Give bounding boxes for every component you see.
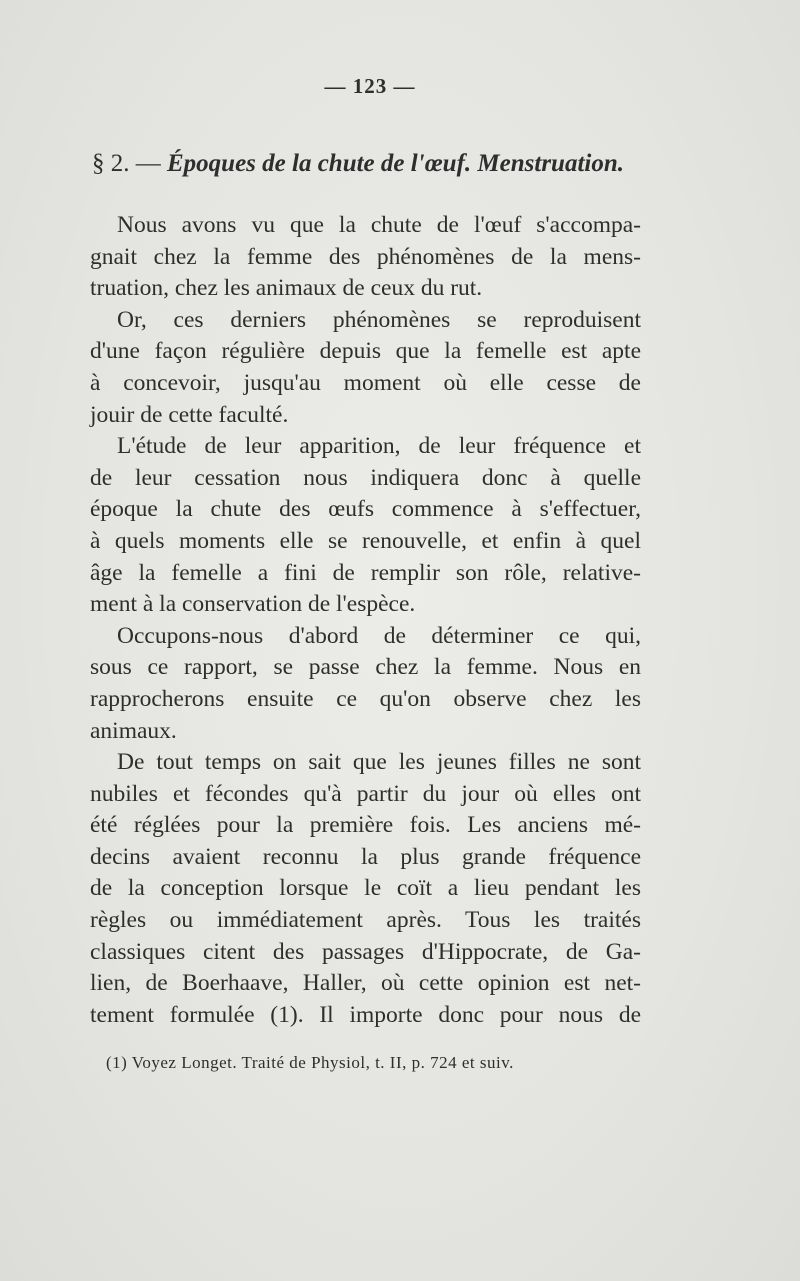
section-heading — [92, 150, 732, 178]
text-line: âge la femelle a fini de remplir son rôle, relative- — [90, 559, 641, 586]
text-line: été réglées pour la première fois. Les anciens mé- — [90, 812, 641, 839]
text-line: ment à la conservation de l'espèce. — [90, 591, 416, 618]
text-line: règles ou immédiatement après. Tous les traités — [90, 907, 641, 934]
text-line: rapprocherons ensuite ce qu'on observe chez les — [90, 685, 641, 712]
text-line: De tout temps on sait que les jeunes filles ne sont — [117, 749, 641, 776]
text-line: tement formulée (1). Il importe donc pour nous de — [90, 1001, 641, 1028]
text-line: truation, chez les animaux de ceux du rut. — [90, 275, 483, 302]
text-line: de la conception lorsque le coït a lieu pendant les — [90, 875, 641, 902]
text-line: nubiles et fécondes qu'à partir du jour où elles ont — [90, 780, 641, 807]
text-line: decins avaient reconnu la plus grande fréquence — [90, 843, 641, 870]
text-line: Nous avons vu que la chute de l'œuf s'accompa- — [117, 212, 641, 238]
text-line: Or, ces derniers phénomènes se reproduisent — [117, 306, 641, 333]
text-line: classiques citent des passages d'Hippocrate, de Ga- — [90, 938, 641, 965]
text-line: animaux. — [90, 717, 177, 744]
text-line: Occupons-nous d'abord de déterminer ce qui, — [117, 622, 641, 649]
text-line: jouir de cette faculté. — [90, 401, 289, 428]
section-number: § 2. — — [92, 150, 161, 177]
text-line: à quels moments elle se renouvelle, et enfin à quel — [90, 527, 641, 554]
text-line: à concevoir, jusqu'au moment où elle cesse de — [90, 369, 641, 396]
text-line: de leur cessation nous indiquera donc à quelle — [90, 464, 641, 491]
text-line: sous ce rapport, se passe chez la femme. Nous en — [90, 654, 641, 681]
page-number: — 123 — — [324, 74, 416, 98]
text-line: gnait chez la femme des phénomènes de la mens- — [90, 243, 641, 270]
text-line: époque la chute des œufs commence à s'effectuer, — [90, 496, 641, 523]
body-text — [90, 210, 641, 1031]
text-line: L'étude de leur apparition, de leur fréquence et — [117, 433, 641, 460]
footnote: (1) Voyez Longet. Traité de Physiol, t. II, p. 724 et suiv. — [106, 1053, 514, 1072]
text-line: d'une façon régulière depuis que la femelle est apte — [90, 338, 641, 365]
text-line: lien, de Boerhaave, Haller, où cette opinion est net- — [90, 970, 641, 997]
section-title: Époques de la chute de l'œuf. Menstruation. — [167, 150, 624, 177]
